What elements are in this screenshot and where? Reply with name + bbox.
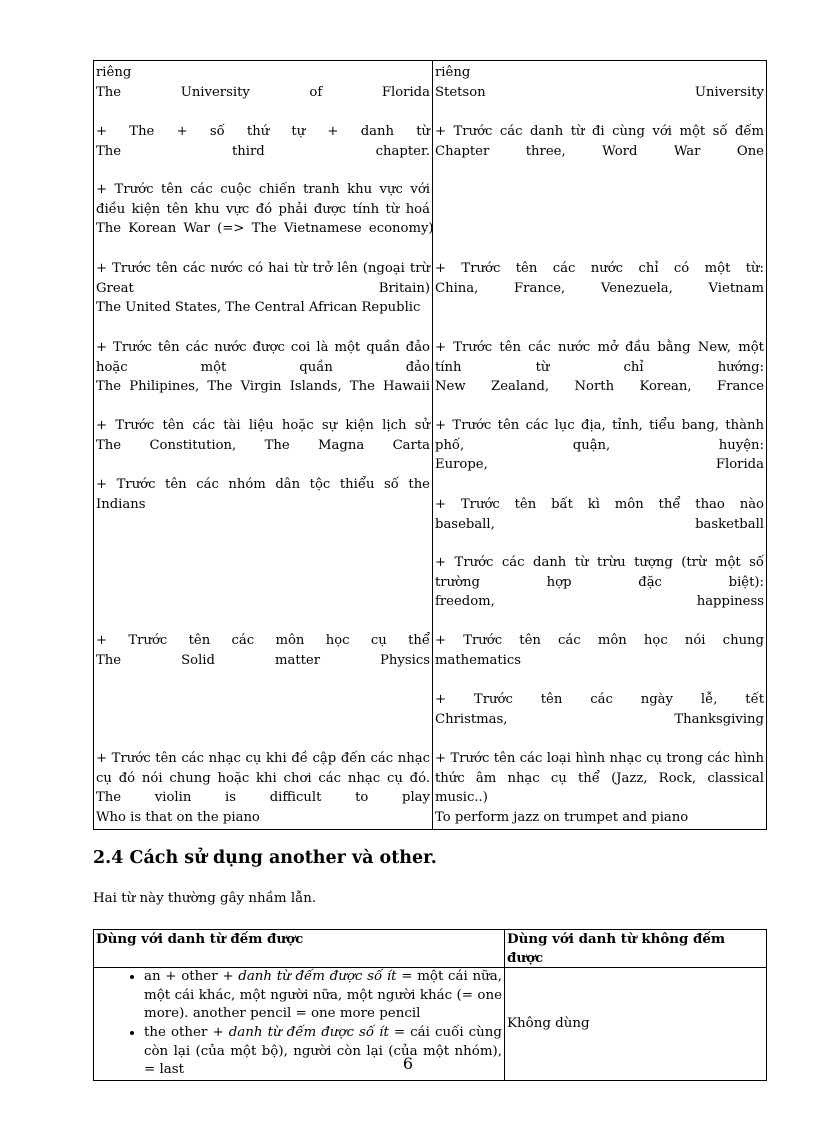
section-heading: 2.4 Cách sử dụng another và other.: [93, 848, 437, 868]
list-item: • the other + danh từ đếm được số ít = cái cuối cùng còn lại (của một bộ), người còn lại (của một nhóm), = last: [144, 1024, 502, 1080]
page-number: 6: [402, 1054, 414, 1073]
text-block: + Trước tên các nước chỉ có một từ: China, France, Venezuela, Vietnam: [435, 261, 764, 296]
text-block: + Trước tên các ngày lễ, tết Christmas, Thanksgiving: [435, 692, 764, 727]
text-block: + Trước tên các môn học cụ thể The Solid matter Physics: [96, 633, 430, 668]
text-block: + Trước tên bất kì môn thể thao nào baseball, basketball: [435, 497, 764, 532]
list-item: • an + other + danh từ đếm được số ít = một cái nữa, một cái khác, một người nữa, một người khác (= one more). another pencil = one more pencil: [144, 968, 502, 1024]
intro-paragraph: Hai từ này thường gây nhầm lẫn.: [93, 891, 317, 906]
text-block: + Trước tên các nhóm dân tộc thiểu số the Indians: [96, 477, 430, 512]
col-header-countable: Dùng với danh từ đếm được: [94, 930, 505, 968]
left-column: [94, 61, 433, 830]
text-block: + Trước tên các nước mở đầu bằng New, một tính từ chỉ hướng: New Zealand, North Korean, France: [435, 340, 764, 395]
text-block: + Trước tên các môn học nói chung mathematics: [435, 633, 764, 668]
text-block: + Trước tên các cuộc chiến tranh khu vực với điều kiện tên khu vực đó phải được tính từ hoá The Korean War (=> The Vietnamese economy): [96, 182, 434, 237]
text-block: + Trước tên các nước có hai từ trở lên (ngoại trừ Great Britain) The United States, The Central African Republic: [96, 261, 430, 316]
text-block: + Trước tên các tài liệu hoặc sự kiện lịch sử The Constitution, The Magna Carta: [96, 418, 430, 453]
text-block: + Trước các danh từ đi cùng với một số đếm Chapter three, Word War One: [435, 124, 764, 159]
text-block: + Trước tên các nước được coi là một quần đảo hoặc một quần đảo The Philipines, The Virgin Islands, The Hawaii: [96, 340, 430, 395]
text-block: + Trước tên các loại hình nhạc cụ trong các hình thức âm nhạc cụ thể (Jazz, Rock, classical music..) To perform jazz on trumpet and piano: [435, 751, 764, 825]
articles-table: [93, 60, 767, 830]
text-block: riêng The University of Florida: [96, 65, 430, 100]
text-block: + Trước tên các lục địa, tỉnh, tiểu bang, thành phố, quận, huyện: Europe, Florida: [435, 418, 764, 473]
col-header-uncountable: Dùng với danh từ không đếm được: [505, 930, 767, 968]
uncountable-cell: Không dùng: [505, 968, 767, 1081]
text-block: + The + số thứ tự + danh từ The third chapter.: [96, 124, 430, 159]
text-block: + Trước tên các nhạc cụ khi đề cập đến các nhạc cụ đó nói chung hoặc khi chơi các nhạc cụ đó. The violin is difficult to play Who is that on the piano: [96, 751, 430, 825]
text-block: riêng Stetson University: [435, 65, 764, 100]
right-column: [433, 61, 767, 830]
text-block: + Trước các danh từ trừu tượng (trừ một số trường hợp đặc biệt): freedom, happiness: [435, 555, 764, 610]
